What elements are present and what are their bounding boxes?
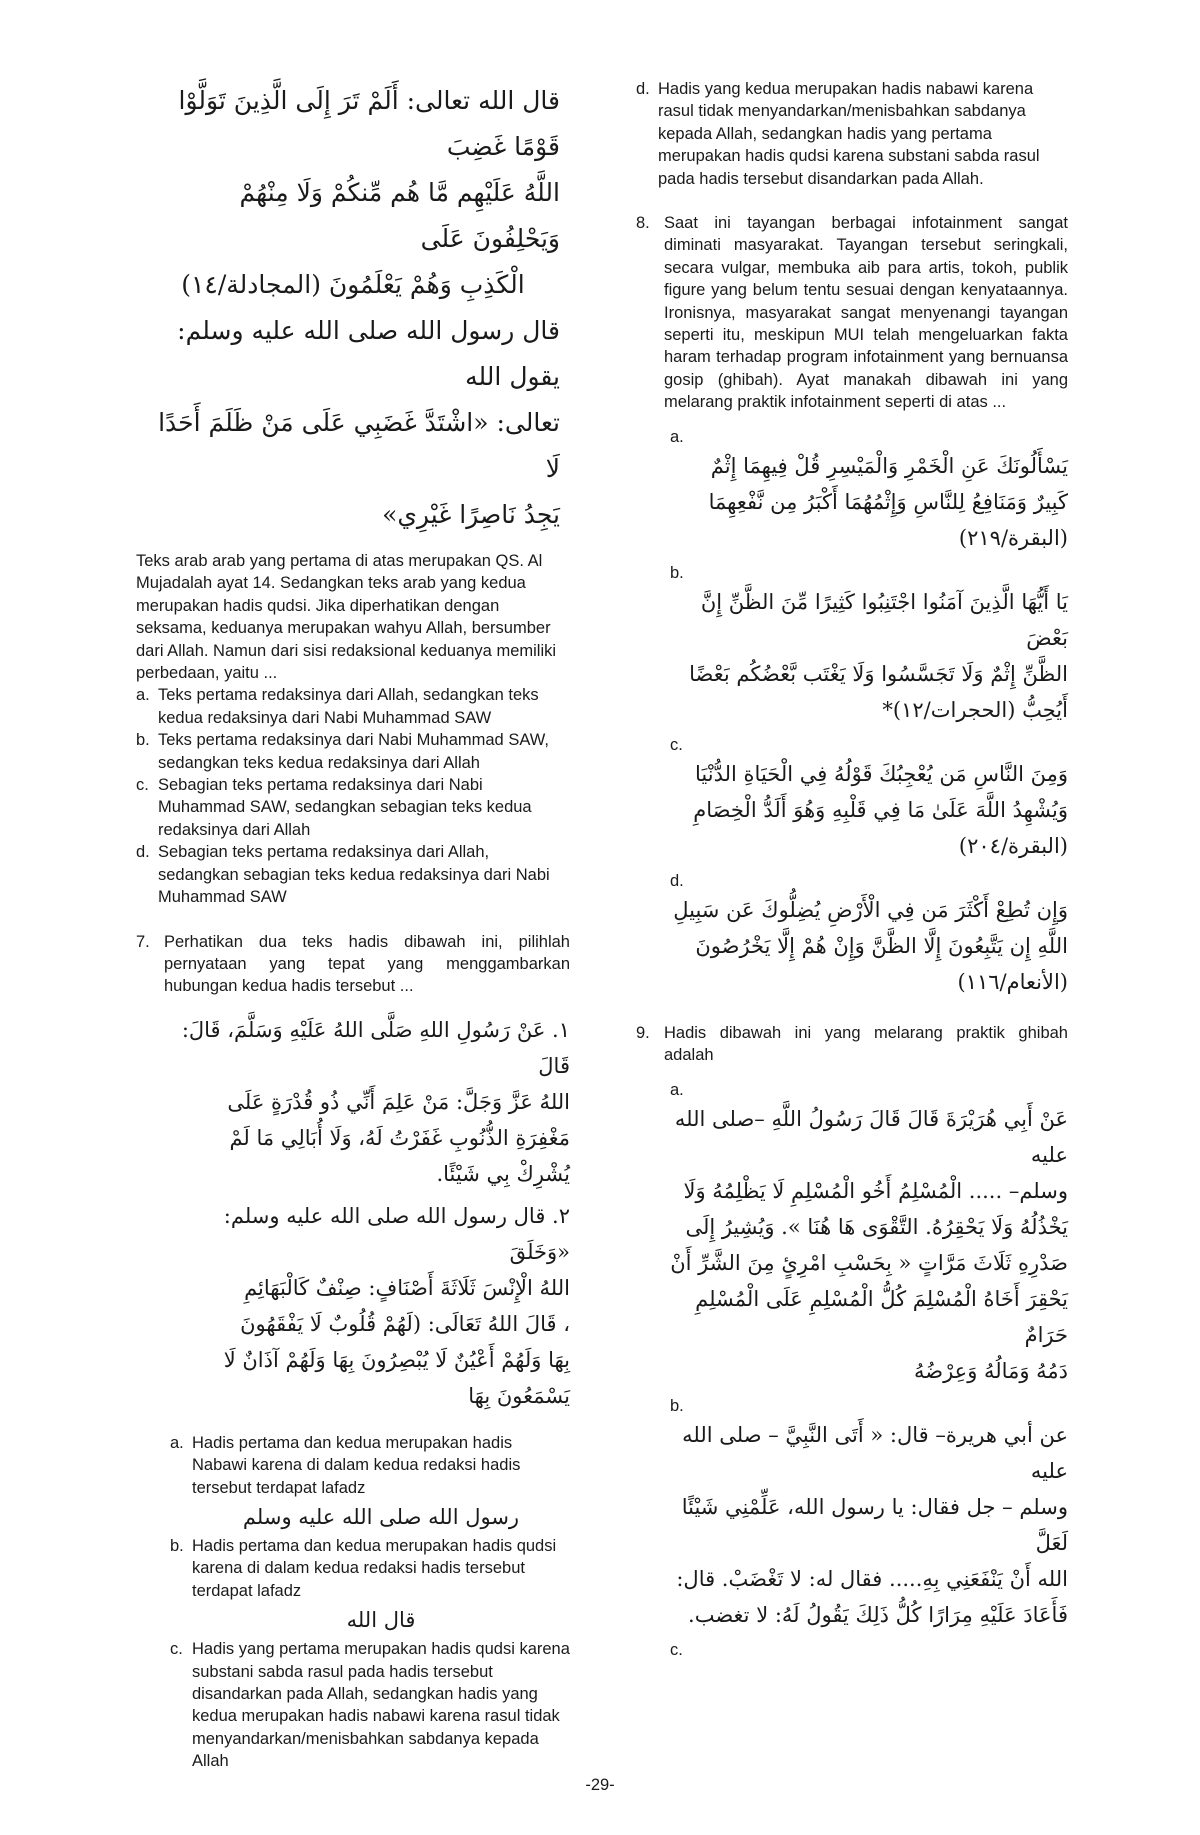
q7-option-a[interactable]	[170, 1432, 570, 1535]
option-arabic	[670, 448, 1068, 556]
q8-stem-text: Saat ini tayangan berbagai infotainment sangat diminati masyarakat. Tayangan tersebut seringkali, secara vulgar, membuka aib para artis, tokoh, publik figure yang belum tentu sesuai dengan kenyataannya. Ironisnya, masyarakat sangat menyenangi tayangan seperti itu, meskipun MUI telah mengeluarkan fakta haram terhadap program infotainment yang bernuansa gosip (ghibah). Ayat manakah dibawah ini yang melarang praktik infotainment seperti di atas ...	[664, 214, 1068, 412]
question-number: 7.	[136, 932, 150, 951]
arabic-line: يَحْقِرَ أَخَاهُ الْمُسْلِمَ كُلُّ الْمُسْلِمِ عَلَى الْمُسْلِمِ حَرَامٌ	[695, 1286, 1068, 1347]
q8-option-c[interactable]	[670, 734, 1068, 864]
q7-hadith-2	[170, 1198, 570, 1414]
arabic-line: يَا أَيُّهَا الَّذِينَ آمَنُوا اجْتَنِبُوا كَثِيرًا مِّنَ الظَّنِّ إِنَّ بَعْضَ	[700, 589, 1068, 650]
arabic-line: كَبِيرٌ وَمَنَافِعُ لِلنَّاسِ وَإِثْمُهُمَا أَكْبَرُ مِن نَّفْعِهِمَا	[708, 489, 1068, 514]
q8-option-a[interactable]	[670, 426, 1068, 556]
option-text: Sebagian teks pertama redaksinya dari Allah, sedangkan sebagian teks kedua redaksinya dari Nabi Muhammad SAW	[158, 843, 550, 907]
q9-option-a[interactable]	[670, 1079, 1068, 1389]
arabic-line: (الأنعام/١١٦)	[957, 969, 1068, 994]
arabic-line: فَأَعَادَ عَلَيْهِ مِرَارًا كُلُّ ذَلِكَ يَقُولُ لَهُ: لا تغضب.	[688, 1602, 1068, 1627]
q7-options	[170, 1432, 570, 1773]
option-letter: a.	[170, 1433, 184, 1452]
q7-hadith-2-line: اللهُ الْإِنْسَ ثَلَاثَةَ أَصْنَافٍ: صِنْفٌ كَالْبَهَائِمِ	[244, 1275, 570, 1300]
question-number: 8.	[636, 214, 650, 233]
arabic-line: اللَّهِ إِن يَتَّبِعُونَ إِلَّا الظَّنَّ وَإِنْ هُمْ إِلَّا يَخْرُصُونَ	[695, 933, 1068, 958]
option-arabic	[670, 756, 1068, 864]
q6-option-a[interactable]	[136, 684, 570, 729]
q7-hadith-1-line: ١. عَنْ رَسُولِ اللهِ صَلَّى اللهُ عَلَيْهِ وَسَلَّمَ، قَالَ: قَالَ	[181, 1017, 570, 1078]
option-text: Teks pertama redaksinya dari Nabi Muhammad SAW, sedangkan teks kedua redaksinya dari Allah	[158, 731, 549, 772]
option-arabic	[670, 1101, 1068, 1389]
option-arabic: قال الله	[346, 1608, 416, 1633]
arabic-line: (البقرة/٢١٩)	[958, 525, 1068, 550]
option-letter: c.	[136, 776, 149, 795]
arabic-line: (البقرة/٢٠٤)	[958, 833, 1068, 858]
option-arabic	[670, 1417, 1068, 1633]
option-letter: a.	[670, 1080, 684, 1099]
q7-hadith-1	[170, 1012, 570, 1192]
q7-hadith-1-line: اللهُ عَزَّ وَجَلَّ: مَنْ عَلِمَ أَنِّي ذُو قُدْرَةٍ عَلَى	[227, 1089, 570, 1114]
arabic-line: عَنْ أَبِي هُرَيْرَةَ قَالَ قَالَ رَسُولُ اللَّهِ –صلى الله عليه	[674, 1106, 1068, 1167]
q9-stem-text: Hadis dibawah ini yang melarang praktik ghibah adalah	[664, 1023, 1068, 1065]
option-text: Hadis yang pertama merupakan hadis qudsi karena substani sabda rasul pada hadis tersebut disandarkan pada Allah, sedangkan hadis yang kedua merupakan hadis nabawi karena rasul tidak menyandarkan/menisbahkan sabdanya kepada Allah	[192, 1640, 570, 1771]
arabic-line: يَسْأَلُونَكَ عَنِ الْخَمْرِ وَالْمَيْسِرِ قُلْ فِيهِمَا إِثْمٌ	[710, 453, 1068, 478]
arabic-line: أَيُحِبُّ (الحجرات/١٢)*	[882, 697, 1068, 722]
option-letter: d.	[636, 80, 650, 98]
arabic-line: وَيُشْهِدُ اللَّهَ عَلَىٰ مَا فِي قَلْبِهِ وَهُوَ أَلَدُّ الْخِصَامِ	[693, 797, 1068, 822]
q7-hadith-2-line: بِهَا وَلَهُمْ أَعْيُنٌ لَا يُبْصِرُونَ بِهَا وَلَهُمْ آذَانٌ لَا	[223, 1347, 570, 1372]
q7-option-d[interactable]	[636, 78, 1068, 190]
q7-hadith-2-line: يَسْمَعُونَ بِهَا	[468, 1383, 570, 1408]
q6-option-d[interactable]	[136, 841, 570, 908]
option-text: Hadis yang kedua merupakan hadis nabawi karena rasul tidak menyandarkan/menisbahkan sabdanya kepada Allah, sedangkan hadis yang pertama merupakan hadis qudsi karena substani sabda rasul pada hadis tersebut disandarkan pada Allah.	[658, 80, 1040, 188]
q7-hadith-1-line: يُشْرِكْ بِي شَيْئًا.	[436, 1161, 570, 1186]
option-letter: d.	[136, 843, 150, 862]
q7-hadith-2-line: ٢. قال رسول الله صلى الله عليه وسلم: «وَخَلَقَ	[223, 1203, 570, 1264]
q8-stem	[636, 212, 1068, 414]
arabic-line: يَخْذُلُهُ وَلَا يَحْقِرُهُ. التَّقْوَى هَا هُنَا ». وَيُشِيرُ إِلَى	[685, 1214, 1068, 1239]
q7-option-c[interactable]	[170, 1638, 570, 1772]
arabic-line: صَدْرِهِ ثَلَاثَ مَرَّاتٍ « بِحَسْبِ امْرِئٍ مِنَ الشَّرِّ أَنْ	[670, 1250, 1068, 1275]
arabic-line: وَإِن تُطِعْ أَكْثَرَ مَن فِي الْأَرْضِ يُضِلُّوكَ عَن سَبِيلِ	[673, 897, 1068, 922]
option-text: Hadis pertama dan kedua merupakan hadis Nabawi karena di dalam kedua redaksi hadis tersebut terdapat lafadz	[192, 1433, 521, 1497]
option-text: Sebagian teks pertama redaksinya dari Nabi Muhammad SAW, sedangkan sebagian teks kedua redaksinya dari Allah	[158, 776, 532, 839]
q6-arabic-line: يَجِدُ نَاصِرًا غَيْرِي»	[382, 500, 560, 529]
option-letter: c.	[670, 735, 683, 754]
arabic-line: الله أَنْ يَنْفَعَنِي بِهِ..... فقال له: لا تَغْضَبْ. قال:	[676, 1566, 1068, 1591]
arabic-line: الظَّنِّ إِثْمٌ وَلَا تَجَسَّسُوا وَلَا يَغْتَب بَّعْضُكُم بَعْضًا	[689, 661, 1068, 686]
option-letter: a.	[136, 686, 150, 705]
q6-arabic-line: تعالى: «اشْتَدَّ غَضَبِي عَلَى مَنْ ظَلَمَ أَحَدًا لَا	[158, 408, 560, 483]
q7-hadith-2-line: ، قَالَ اللهُ تَعَالَى: (لَهُمْ قُلُوبٌ لَا يَفْقَهُونَ	[240, 1311, 570, 1336]
q6-arabic-line: الْكَذِبِ وَهُمْ يَعْلَمُونَ (المجادلة/١٤)	[181, 270, 525, 299]
arabic-line: وسلم – جل فقال: يا رسول الله، عَلِّمْنِي شَيْئًا لَعَلَّ	[681, 1494, 1068, 1555]
q7-hadith-1-line: مَغْفِرَةِ الذُّنُوبِ غَفَرْتُ لَهُ، وَلَا أُبَالِي مَا لَمْ	[229, 1125, 570, 1150]
option-letter: b.	[670, 1396, 684, 1415]
option-text: Hadis pertama dan kedua merupakan hadis qudsi karena di dalam kedua redaksi hadis tersebut terdapat lafadz	[192, 1536, 557, 1600]
q6-arabic-line: قال رسول الله صلى الله عليه وسلم: يقول الله	[177, 316, 560, 391]
q9-option-c[interactable]	[670, 1639, 1068, 1661]
arabic-line: وَمِنَ النَّاسِ مَن يُعْجِبُكَ قَوْلُهُ فِي الْحَيَاةِ الدُّنْيَا	[695, 761, 1068, 786]
option-arabic	[670, 892, 1068, 1000]
q8-options	[670, 426, 1068, 1000]
right-column	[636, 78, 1068, 1661]
q6-option-b[interactable]	[136, 729, 570, 774]
q6-arabic-line: اللَّهُ عَلَيْهِم مَّا هُم مِّنكُمْ وَلَا مِنْهُمْ وَيَحْلِفُونَ عَلَى	[239, 178, 560, 253]
option-letter: c.	[670, 1640, 683, 1659]
option-arabic	[670, 584, 1068, 728]
option-letter: a.	[670, 427, 684, 446]
q6-stem: Teks arab arab yang pertama di atas merupakan QS. Al Mujadalah ayat 14. Sedangkan teks arab yang kedua merupakan hadis qudsi. Jika diperhatikan dengan seksama, keduanya merupakan wahyu Allah, bersumber dari Allah. Namun dari sisi redaksional keduanya memiliki perbedaan, yaitu ...	[136, 552, 557, 683]
q7-stem-text: Perhatikan dua teks hadis dibawah ini, pilihlah pernyataan yang tepat yang menggambarkan hubungan kedua hadis tersebut ...	[164, 932, 570, 996]
question-number: 9.	[636, 1023, 650, 1042]
arabic-line: وسلم– ..... الْمُسْلِمُ أَخُو الْمُسْلِمِ لَا يَظْلِمُهُ وَلَا	[683, 1178, 1068, 1203]
q7-option-b[interactable]	[170, 1535, 570, 1638]
q7-stem	[136, 931, 570, 998]
q9-option-b[interactable]	[670, 1395, 1068, 1633]
q6-arabic-line: قال الله تعالى: أَلَمْ تَرَ إِلَى الَّذِينَ تَوَلَّوْا قَوْمًا غَضِبَ	[178, 86, 560, 161]
arabic-line: عن أبي هريرة– قال: « أَتَى النَّبِيَّ – صلى الله عليه	[682, 1422, 1068, 1483]
q9-options	[670, 1079, 1068, 1661]
q9-stem	[636, 1022, 1068, 1067]
option-letter: b.	[670, 563, 684, 582]
option-text: Teks pertama redaksinya dari Allah, sedangkan teks kedua redaksinya dari Nabi Muhammad SAW	[158, 686, 539, 727]
q8-option-b[interactable]	[670, 562, 1068, 728]
option-letter: b.	[136, 731, 150, 750]
option-letter: d.	[670, 871, 684, 890]
page-number: -29-	[585, 1776, 615, 1794]
q8-option-d[interactable]	[670, 870, 1068, 1000]
option-arabic: رسول الله صلى الله عليه وسلم	[242, 1504, 520, 1529]
q6-option-c[interactable]	[136, 774, 570, 841]
q6-arabic-block	[136, 78, 570, 538]
left-column	[136, 78, 570, 1773]
q6-options	[136, 684, 570, 908]
option-letter: b.	[170, 1536, 184, 1555]
arabic-line: دَمُهُ وَمَالُهُ وَعِرْضُهُ	[913, 1358, 1068, 1383]
option-letter: c.	[170, 1640, 183, 1659]
